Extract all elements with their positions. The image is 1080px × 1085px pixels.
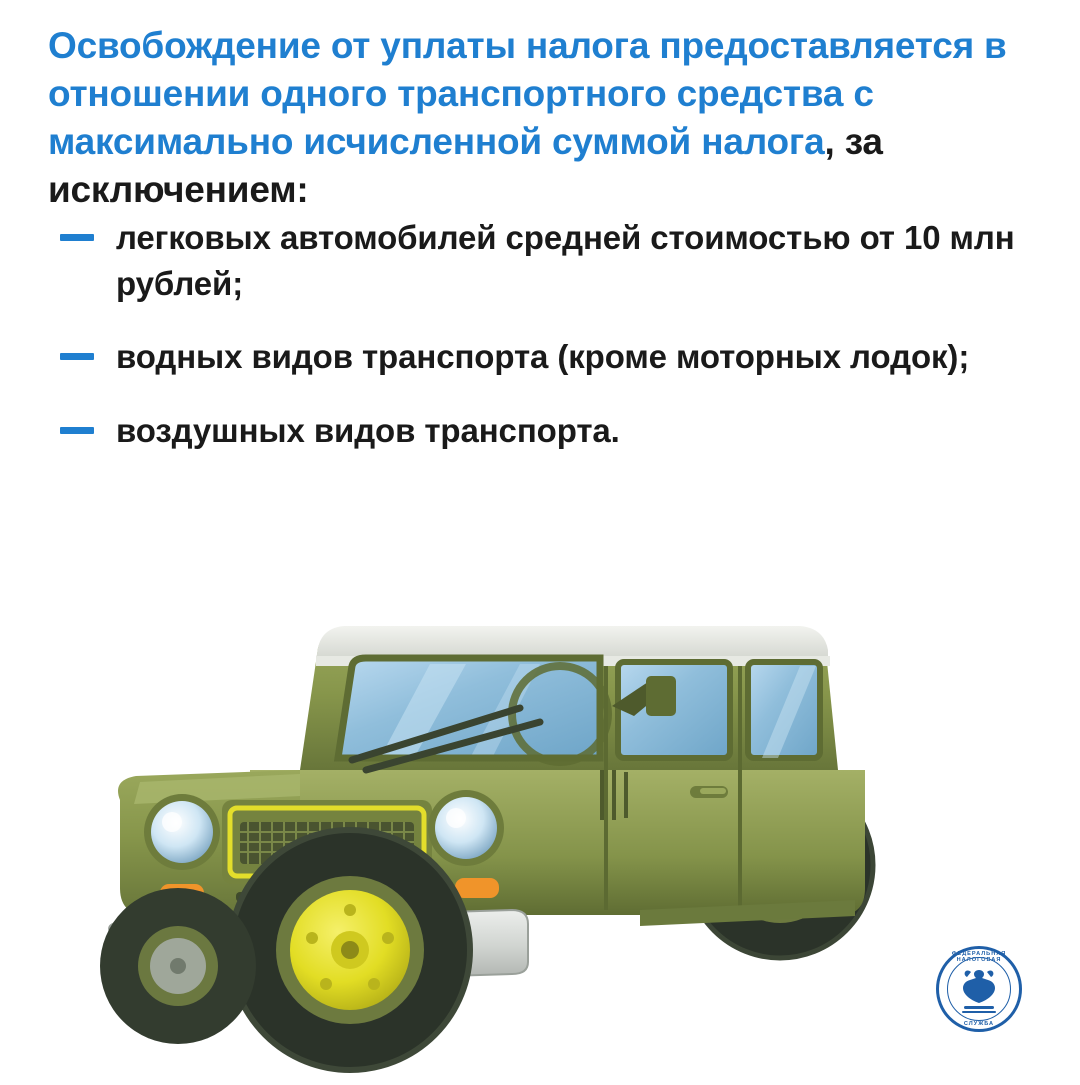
dash-bullet-icon <box>60 353 94 360</box>
list-item-label: легковых автомобилей средней стоимостью от 10 млн рублей; <box>116 219 1015 302</box>
fns-russia-emblem <box>936 946 1022 1032</box>
list-item <box>60 334 1050 380</box>
list-item <box>60 408 1050 454</box>
dash-bullet-icon <box>60 427 94 434</box>
emblem-bottom-caption: СЛУЖБА <box>963 1021 995 1027</box>
exception-list <box>60 215 1050 481</box>
front-wheel <box>228 828 472 1072</box>
list-item-label: водных видов транспорта (кроме моторных лодок); <box>116 338 970 376</box>
headline-plain: , за исключением: <box>48 121 883 211</box>
list-item <box>60 215 1050 306</box>
page-title <box>48 22 1048 214</box>
uaz-hunter-suv-illustration <box>0 470 1080 1080</box>
headline-accent: Освобождение от уплаты налога предоставляется в отношении одного транспортного средства с максимально исчисленной суммой налога <box>48 25 1007 163</box>
list-item-label: воздушных видов транспорта. <box>116 411 620 449</box>
emblem-top-caption: ФЕДЕРАЛЬНАЯ НАЛОГОВАЯ <box>951 951 1007 963</box>
far-front-wheel <box>100 888 256 1044</box>
dash-bullet-icon <box>60 234 94 241</box>
